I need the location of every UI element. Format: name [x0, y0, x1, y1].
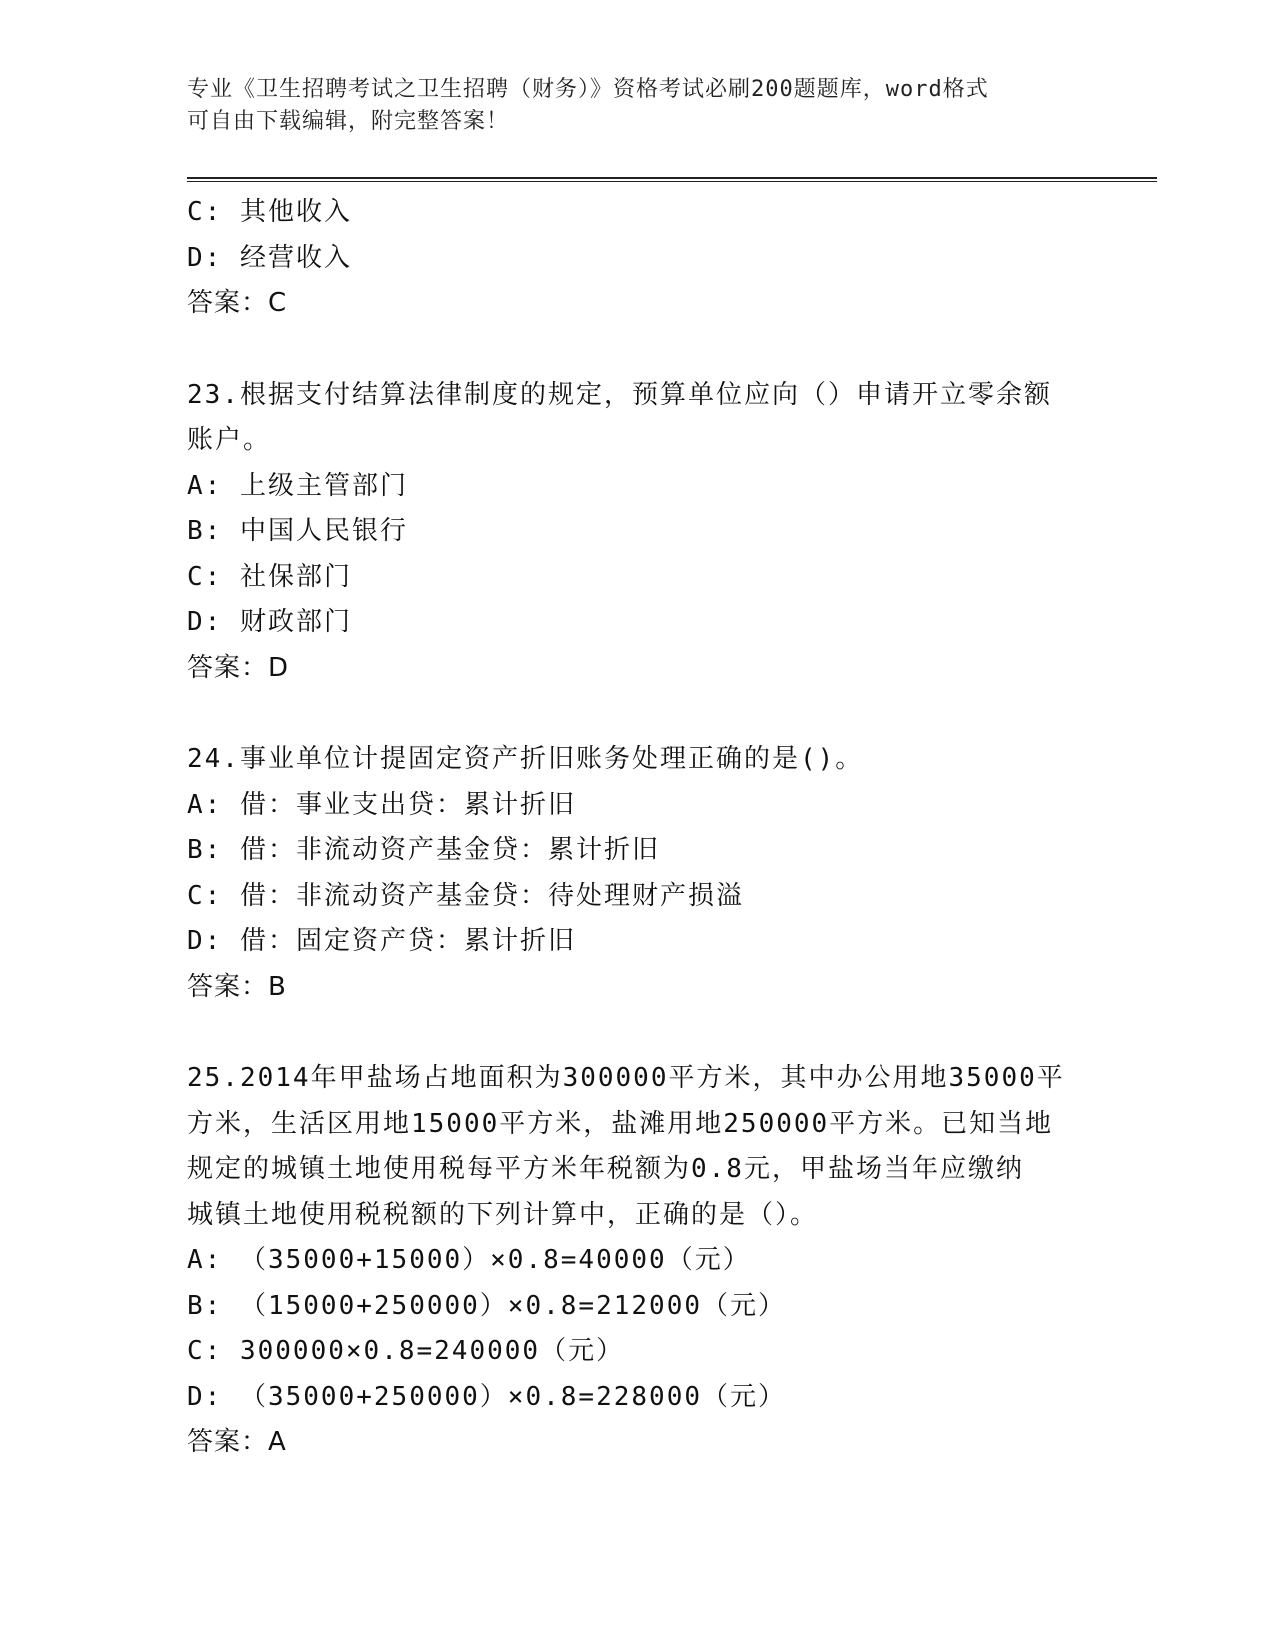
answer: 答案：A [187, 1427, 287, 1457]
answer: 答案：B [187, 971, 287, 1002]
option-text: （15000+250000）×0.8=212000（元） [239, 1290, 786, 1321]
option-c [187, 555, 1077, 601]
option-text: 借：固定资产贷：累计折旧 [239, 926, 576, 956]
option-text: 借：事业支出贷：累计折旧 [239, 789, 576, 820]
option-a [187, 464, 1077, 510]
option-text: 上级主管部门 [239, 470, 408, 501]
answer: 答案：C [187, 288, 288, 318]
option-label: A: [187, 789, 223, 820]
option-text: 300000×0.8=240000（元） [239, 1336, 625, 1366]
answer: 答案：D [187, 652, 290, 683]
option-text: 社保部门 [239, 561, 352, 592]
option-label: D: [187, 607, 223, 637]
option-d [187, 1375, 1077, 1421]
question-stem: 账户。 [187, 425, 272, 455]
option-label: C: [187, 1336, 223, 1366]
option-label: D: [187, 926, 223, 956]
option-text: （35000+250000）×0.8=228000（元） [239, 1381, 786, 1412]
option-a [187, 783, 1077, 829]
question-stem: 规定的城镇土地使用税每平方米年税额为0.8元，甲盐场当年应缴纳 [187, 1154, 1024, 1184]
option-b [187, 509, 1077, 555]
option-c [187, 1329, 1077, 1375]
option-d [187, 236, 1077, 282]
option-b [187, 1284, 1077, 1330]
option-d [187, 919, 1077, 965]
option-text: 借：非流动资产基金贷：待处理财产损溢 [239, 880, 744, 911]
question-22-tail [187, 190, 1077, 327]
question-23 [187, 373, 1077, 692]
header-divider [187, 177, 1157, 182]
option-text: 其他收入 [239, 197, 352, 227]
question-24 [187, 737, 1077, 1010]
option-c [187, 874, 1077, 920]
option-label: C: [187, 880, 223, 911]
option-label: B: [187, 516, 223, 546]
option-text: 借：非流动资产基金贷：累计折旧 [239, 835, 660, 865]
option-label: D: [187, 1381, 223, 1412]
option-d [187, 600, 1077, 646]
option-text: 经营收入 [239, 242, 352, 273]
option-b [187, 828, 1077, 874]
header-title-line-2: 可自由下载编辑，附完整答案！ [187, 109, 510, 134]
page-header [187, 74, 1077, 138]
option-label: B: [187, 1290, 223, 1321]
option-label: A: [187, 1245, 223, 1275]
question-stem: 25.2014年甲盐场占地面积为300000平方米，其中办公用地35000平 [187, 1063, 1065, 1093]
question-stem: 城镇土地使用税税额的下列计算中，正确的是（）。 [187, 1199, 819, 1230]
document-page [187, 0, 1157, 1650]
option-a [187, 1238, 1077, 1284]
question-stem: 24.事业单位计提固定资产折旧账务处理正确的是()。 [187, 744, 864, 774]
option-label: A: [187, 470, 223, 501]
question-content [187, 190, 1077, 1466]
question-stem: 方米，生活区用地15000平方米，盐滩用地250000平方米。已知当地 [187, 1108, 1054, 1139]
option-text: （35000+15000）×0.8=40000（元） [239, 1245, 751, 1275]
option-label: D: [187, 242, 223, 273]
question-25 [187, 1056, 1077, 1466]
question-stem: 23.根据支付结算法律制度的规定，预算单位应向（）申请开立零余额 [187, 379, 1052, 410]
option-label: C: [187, 197, 223, 227]
option-text: 财政部门 [239, 607, 352, 637]
header-title-line-1: 专业《卫生招聘考试之卫生招聘（财务）》资格考试必刷200题题库，word格式 [187, 77, 989, 102]
option-c [187, 190, 1077, 236]
option-label: C: [187, 561, 223, 592]
option-text: 中国人民银行 [239, 516, 408, 546]
option-label: B: [187, 835, 223, 865]
